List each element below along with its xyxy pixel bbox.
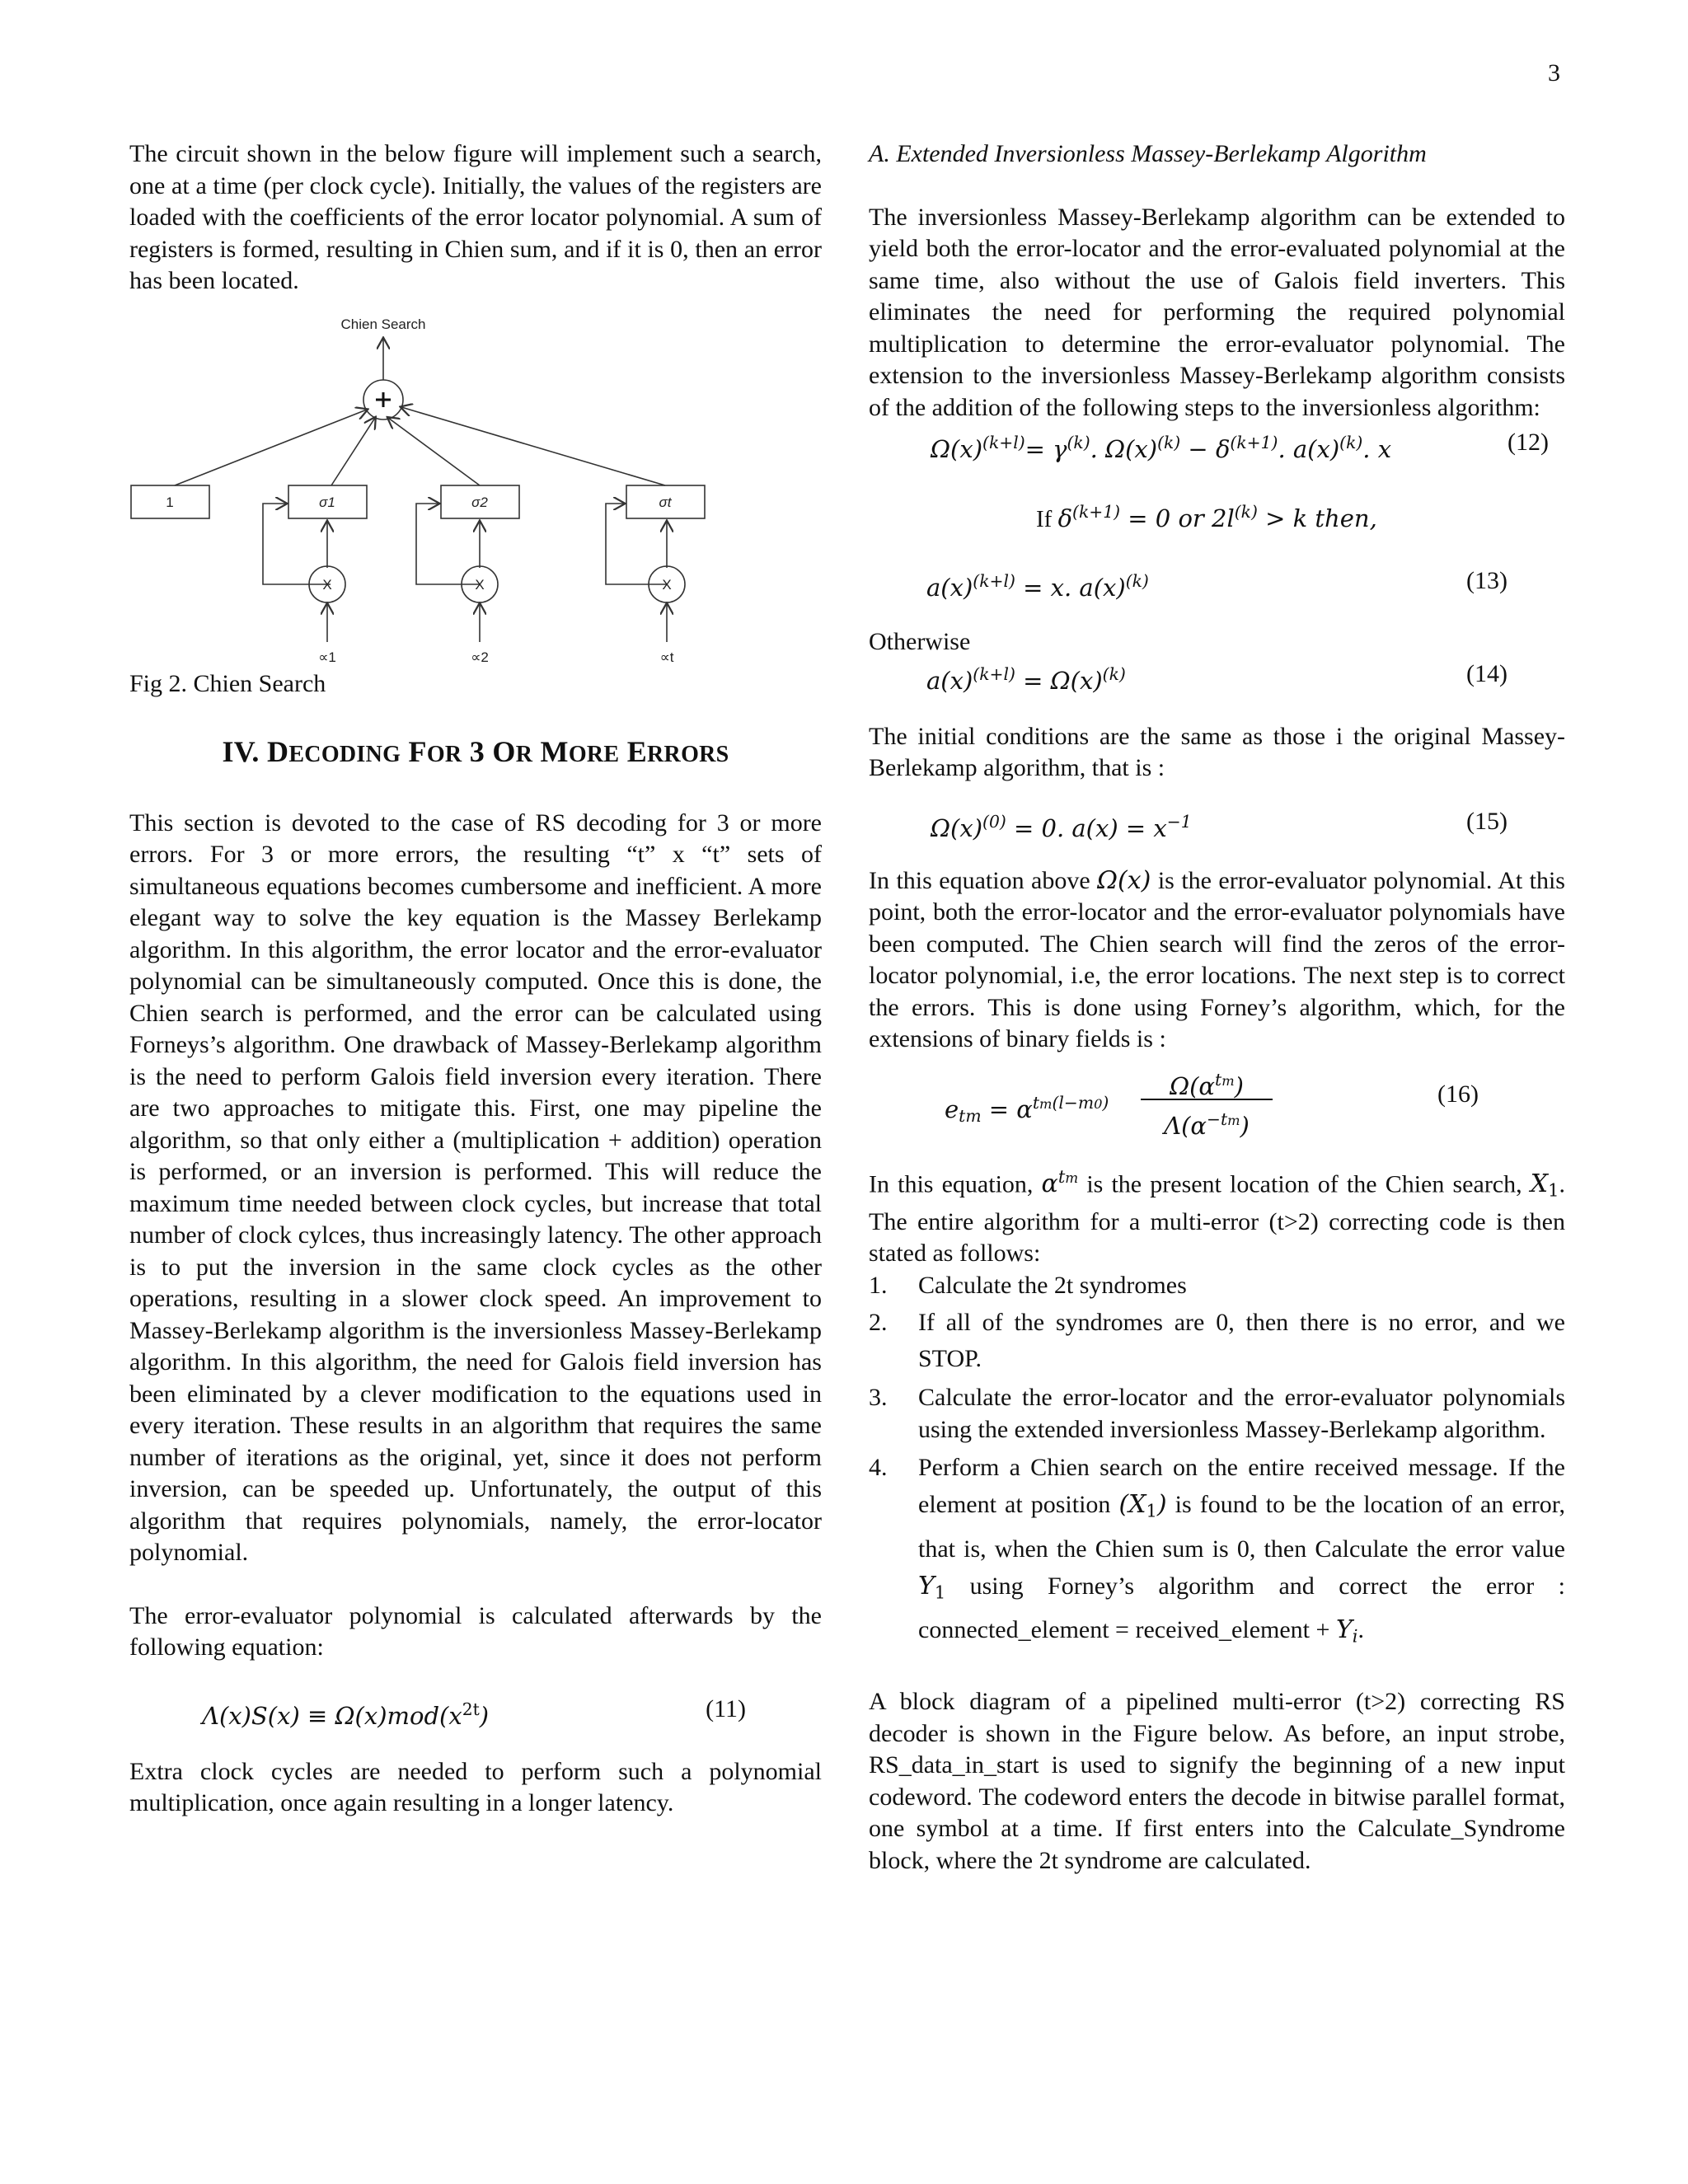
- step-item: 1. Calculate the 2t syndromes: [869, 1271, 1187, 1299]
- register-label: 1: [166, 494, 174, 510]
- alpha-input-label: ∝1: [318, 649, 336, 665]
- step-item: 4. Perform a Chien search on the entire received message. If the element at position $(X_1)$ is found to be the location of an error, that is, when the Chien sum is 0, then Calculate the error value $Y_1$ using Forney’s algorithm and correct the error : connected_element = received_element + $Y_i$.: [869, 1454, 1566, 1647]
- algorithm-steps: [869, 1270, 1565, 1655]
- chien-search-diagram: [129, 312, 822, 764]
- multiplier-label: X: [322, 576, 332, 593]
- heading-word: OR: [492, 735, 533, 768]
- explanation-paragraph: In this equation above Ω(x) is the error-evaluator polynomial. At this point, both the error-locator and the error-evaluator polynomials have been computed. The Chien search will find the zeros of the error-locator polynomial, i.e, the error locations. The next step is to correct the errors. This is done using Forney’s algorithm, which, for the extensions of binary fields is :: [869, 865, 1565, 1052]
- equation-11: $\Lambda(x)S(x) \equiv \Omega(x)mod(x^{2t})$ (11): [202, 1694, 746, 1730]
- condition-line: If $\delta^{(k+1)} = 0$ or $2l^{(k)} > k$ then,: [1036, 502, 1377, 533]
- otherwise-label: Otherwise: [869, 628, 971, 655]
- location-paragraph: In this equation, $\alpha^{tm}$ is the present location of the Chien search, $X_1$. The entire algorithm for a multi-error (t>2) correcting code is then stated as follows:: [869, 1166, 1565, 1268]
- chien-search-label: Chien Search: [340, 316, 426, 332]
- multiplier-label: X: [475, 576, 485, 593]
- alpha-input-label: ∝t: [659, 649, 674, 665]
- register-label: σ2: [471, 494, 488, 510]
- closing-paragraph: Extra clock cycles are needed to perform such a polynomial multiplication, once again resulting in a longer latency.: [129, 1757, 822, 1816]
- multiplier-label: X: [662, 576, 672, 593]
- figure-caption: Fig 2. Chien Search: [129, 669, 326, 697]
- equation-14: $a(x)^{(k+l)} = \Omega(x)^{(k)}$ (14): [926, 659, 1507, 695]
- subsection-paragraph: The inversionless Massey-Berlekamp algorithm can be extended to yield both the error-locator and the error-evaluated polynomial at the same time, also without the use of Galois field inverters. This eliminates the need for performing the required polynomial multiplication to determine the error-evaluator polynomial. The extension to the inversionless Massey-Berlekamp algorithm consists of the addition of the following steps to the inversionless algorithm:: [869, 203, 1565, 421]
- equation-15: $\Omega(x)^{(0)} = 0$. $a(x) = x^{-1}$ (15): [931, 807, 1507, 842]
- left-column: [129, 138, 822, 1820]
- equation-number: (13): [1466, 567, 1507, 594]
- alpha-input-label: ∝2: [471, 649, 489, 665]
- section-paragraph: This section is devoted to the case of RS decoding for 3 or more errors. For 3 or more errors, the resulting “t” x “t” sets of simultaneous equations becomes cumbersome and inefficient. A more elegant way to solve the key equation is the Massey Berlekamp algorithm. In this algorithm, the error locator and the error-evaluator polynomial can be simultaneously computed. Once this is done, the Chien search is performed, and the error can be calculated using Forneys’s algorithm. One drawback of Massey-Berlekamp algorithm is the need to perform Galois field inversion every iteration. There are two approaches to mitigate this. First, one may pipeline the algorithm, so that only either a (multiplication + addition) operation is performed, or an inversion is performed. This will reduce the maximum time needed between clock cycles, but increase that total number of clock cylces, thus increasingly latency. The other approach is to put the inversion in the same clock cycles as the other operations, resulting in a slower clock speed. An improvement to Massey-Berlekamp algorithm is the inversionless Massey-Berlekamp algorithm. In this algorithm, the need for Galois field inversion has been eliminated by a clever modification to the equations used in every iteration. These results in an algorithm that requires the same number of iterations as the original, yet, since it does not perform inversion, can be speeded up. Unfortunately, the output of this algorithm that requires polynomials, namely, the error-locator polynomial.: [129, 808, 822, 1566]
- heading-word: FOR: [408, 735, 462, 768]
- section-numeral: IV.: [222, 735, 268, 768]
- step-item: 3. Calculate the error-locator and the error-evaluator polynomials using the extended inversionless Massey-Berlekamp algorithm.: [869, 1384, 1565, 1443]
- heading-word: MORE: [540, 735, 620, 768]
- chien-search-figure: [129, 312, 822, 764]
- evaluator-paragraph: The error-evaluator polynomial is calculated afterwards by the following equation:: [129, 1601, 822, 1661]
- register-label: σ1: [319, 494, 335, 510]
- equation-13: $a(x)^{(k+l)} = x$. $a(x)^{(k)}$ (13): [926, 567, 1507, 602]
- right-column: [869, 138, 1565, 1877]
- block-diagram-paragraph: A block diagram of a pipelined multi-error (t>2) correcting RS decoder is shown in the Figure below. As before, an input strobe, RS_data_in_start is used to signify the beginning of a new input codeword. The codeword enters the decode in bitwise parallel format, one symbol at a time. If first enters into the Calculate_Syndrome block, where the 2t syndrome are calculated.: [869, 1688, 1565, 1874]
- equation-number: (11): [706, 1694, 746, 1722]
- equation-16: $e_{tm} = \alpha^{tm(l-m0)}$ $\Omega(\alpha^{tm})$ $\Lambda(\alpha^{-tm})$ (16): [945, 1069, 1479, 1140]
- register-label: σt: [659, 494, 672, 510]
- equation-number: (12): [1507, 429, 1549, 456]
- equation-number: (14): [1466, 659, 1507, 687]
- heading-word: DECODING: [267, 735, 401, 768]
- heading-word: ERRORS: [626, 735, 729, 768]
- initial-paragraph: The initial conditions are the same as those i the original Massey-Berlekamp algorithm, that is :: [869, 722, 1565, 781]
- equation-number: (15): [1466, 807, 1507, 835]
- equation-12: $\Omega(x)^{(k+l)}= \gamma^{(k)}$. $\Omega(x)^{(k)} - \delta^{(k+1)}$. $a(x)^{(k)}$. x (12): [931, 429, 1549, 464]
- subsection-title: A. Extended Inversionless Massey-Berlekamp Algorithm: [869, 140, 1427, 167]
- equation-number: (16): [1437, 1080, 1479, 1108]
- intro-paragraph: The circuit shown in the below figure will implement such a search, one at a time (per clock cycle). Initially, the values of the registers are loaded with the coefficients of the error locator polynomial. A sum of registers is formed, resulting in Chien sum, and if it is 0, then an error has been located.: [129, 140, 822, 294]
- heading-word: 3: [469, 735, 485, 768]
- page-number: 3: [1548, 59, 1560, 87]
- step-item: 2. If all of the syndromes are 0, then there is no error, and we STOP.: [869, 1309, 1565, 1373]
